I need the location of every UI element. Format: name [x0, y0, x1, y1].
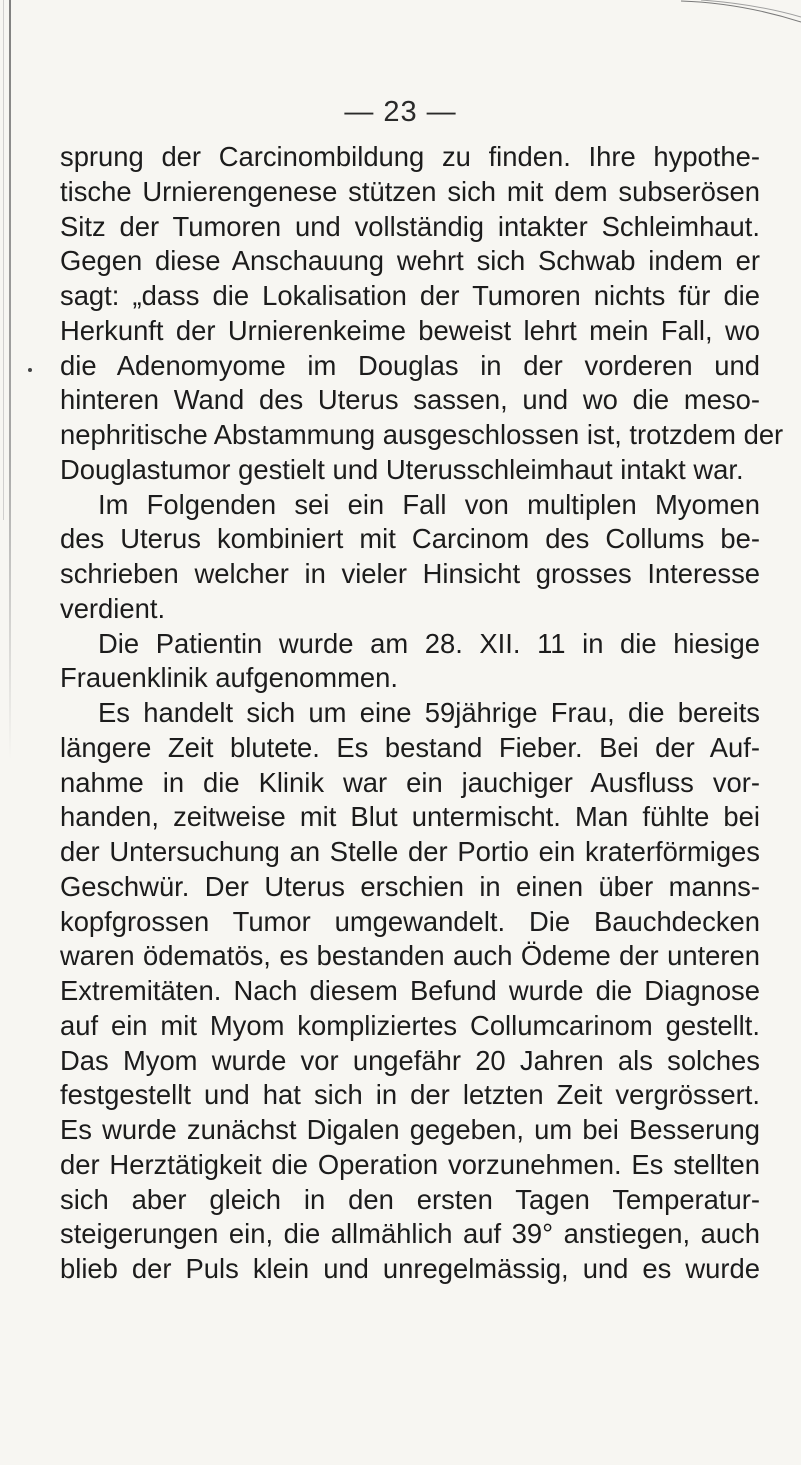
- text-line: Frauenklinik aufgenommen.: [60, 662, 398, 694]
- text-line: Geschwür. Der Uterus erschien in einen über manns-: [60, 870, 760, 902]
- text-line: Extremitäten. Nach diesem Befund wurde die Diagnose: [60, 975, 760, 1006]
- text-line: der Untersuchung an Stelle der Portio ein kraterförmiges: [60, 836, 760, 867]
- text-line: Es wurde zunächst Digalen gegeben, um bei Besserung: [60, 1114, 760, 1145]
- text-line: Herkunft der Urnierenkeime beweist lehrt mein Fall, wo: [60, 314, 760, 346]
- body-text: [60, 140, 784, 1287]
- text-line: handen, zeitweise mit Blut untermischt. Man fühlte bei: [60, 801, 760, 833]
- text-line: festgestellt und hat sich in der letzten Zeit vergrössert.: [60, 1079, 760, 1111]
- text-line: Douglastumor gestielt und Uterusschleimhaut intakt war.: [60, 453, 744, 485]
- text-line: schrieben welcher in vieler Hinsicht grosses Interesse: [60, 558, 760, 589]
- text-line: verdient.: [60, 592, 166, 624]
- ink-speck: [28, 368, 32, 372]
- text-line: sagt: „dass die Lokalisation der Tumoren nichts für die: [60, 280, 760, 311]
- text-line: längere Zeit blutete. Es bestand Fieber. Bei der Auf-: [60, 731, 760, 763]
- text-line: waren ödematös, es bestanden auch Ödeme der unteren: [60, 940, 760, 972]
- text-line: blieb der Puls klein und unregelmässig, und es wurde: [60, 1253, 760, 1284]
- page-number: — 23 —: [344, 96, 457, 128]
- text-line: Gegen diese Anschauung wehrt sich Schwab indem er: [60, 245, 760, 277]
- text-line: tische Urnierengenese stützen sich mit dem subserösen: [60, 175, 760, 207]
- text-line: nahme in die Klinik war ein jauchiger Ausfluss vor-: [60, 766, 760, 798]
- text-line: Im Folgenden sei ein Fall von multiplen Myomen: [98, 488, 760, 520]
- text-line: hinteren Wand des Uterus sassen, und wo die meso-: [60, 384, 760, 416]
- text-line: Es handelt sich um eine 59jährige Frau, die bereits: [98, 697, 760, 728]
- text-line: des Uterus kombiniert mit Carcinom des Collums be-: [60, 523, 760, 555]
- text-line: Die Patientin wurde am 28. XII. 11 in die hiesige: [98, 627, 760, 659]
- text-line: sprung der Carcinombildung zu finden. Ihre hypothe-: [60, 141, 760, 172]
- text-line: Das Myom wurde vor ungefähr 20 Jahren als solches: [60, 1044, 760, 1076]
- text-line: kopfgrossen Tumor umgewandelt. Die Bauchdecken: [60, 905, 760, 937]
- page-gutter-shadow: [3, 0, 4, 520]
- text-line: steigerungen ein, die allmählich auf 39° anstiegen, auch: [60, 1218, 760, 1250]
- text-line: auf ein mit Myom kompliziertes Collumcarinom gestellt.: [60, 1009, 760, 1041]
- text-line: der Herztätigkeit die Operation vorzunehmen. Es stellten: [60, 1148, 760, 1180]
- page-corner-curl: [681, 0, 801, 24]
- text-line: Sitz der Tumoren und vollständig intakter Schleimhaut.: [60, 210, 760, 242]
- text-line: die Adenomyome im Douglas in der vorderen und: [60, 349, 760, 381]
- text-line: sich aber gleich in den ersten Tagen Temperatur-: [60, 1183, 760, 1215]
- text-line: nephritische Abstammung ausgeschlossen ist, trotzdem der: [60, 419, 784, 450]
